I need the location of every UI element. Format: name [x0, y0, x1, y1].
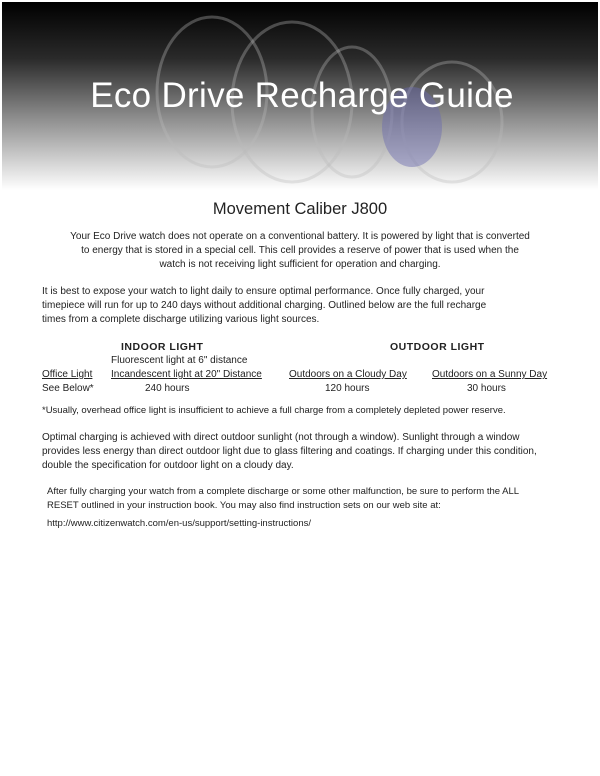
- para2-line: times from a complete discharge utilizing various light sources.: [42, 314, 320, 325]
- fluorescent-note: Fluorescent light at 6" distance: [111, 355, 248, 366]
- column-header: Outdoors on a Sunny Day: [432, 369, 548, 380]
- table-cell: 120 hours: [325, 383, 370, 394]
- para4-line: After fully charging your watch from a complete discharge or some other malfunction, be sure to perform the ALL: [47, 486, 520, 497]
- para2-line: timepiece will run for up to 240 days without additional charging. Outlined below are the full recharge: [42, 300, 487, 311]
- table-cell: 30 hours: [467, 383, 506, 394]
- intro-line: to energy that is stored in a special cell. This cell provides a reserve of power that is used when the: [81, 245, 519, 256]
- table-cell: See Below*: [42, 383, 94, 394]
- indoor-heading: INDOOR LIGHT: [121, 341, 204, 353]
- header-banner: [2, 2, 598, 190]
- intro-line: Your Eco Drive watch does not operate on a conventional battery. It is powered by light that is converted: [70, 231, 530, 242]
- para3-line: provides less energy than direct outdoor light due to glass filtering and coatings. If charging under this condition,: [42, 446, 537, 457]
- support-url-link[interactable]: http://www.citizenwatch.com/en-us/support/setting-instructions/: [47, 518, 312, 529]
- outdoor-heading: OUTDOOR LIGHT: [390, 341, 485, 353]
- intro-line: watch is not receiving light sufficient for operation and charging.: [159, 259, 441, 270]
- para4-line: RESET outlined in your instruction book. You may also find instruction sets on our web site at:: [47, 500, 441, 511]
- para2-line: It is best to expose your watch to light daily to ensure optimal performance. Once fully charged, your: [42, 286, 485, 297]
- table-cell: 240 hours: [145, 383, 190, 394]
- column-header: Incandescent light at 20" Distance: [111, 369, 262, 380]
- para3-line: Optimal charging is achieved with direct outdoor sunlight (not through a window). Sunlight through a window: [42, 432, 520, 443]
- column-header: Outdoors on a Cloudy Day: [289, 369, 407, 380]
- subtitle: Movement Caliber J800: [212, 200, 388, 218]
- column-header: Office Light: [42, 369, 93, 380]
- page-title: Eco Drive Recharge Guide: [90, 76, 514, 115]
- footnote: *Usually, overhead office light is insufficient to achieve a full charge from a completely depleted power reserve.: [42, 405, 506, 416]
- para3-line: double the specification for outdoor light on a cloudy day.: [42, 460, 294, 471]
